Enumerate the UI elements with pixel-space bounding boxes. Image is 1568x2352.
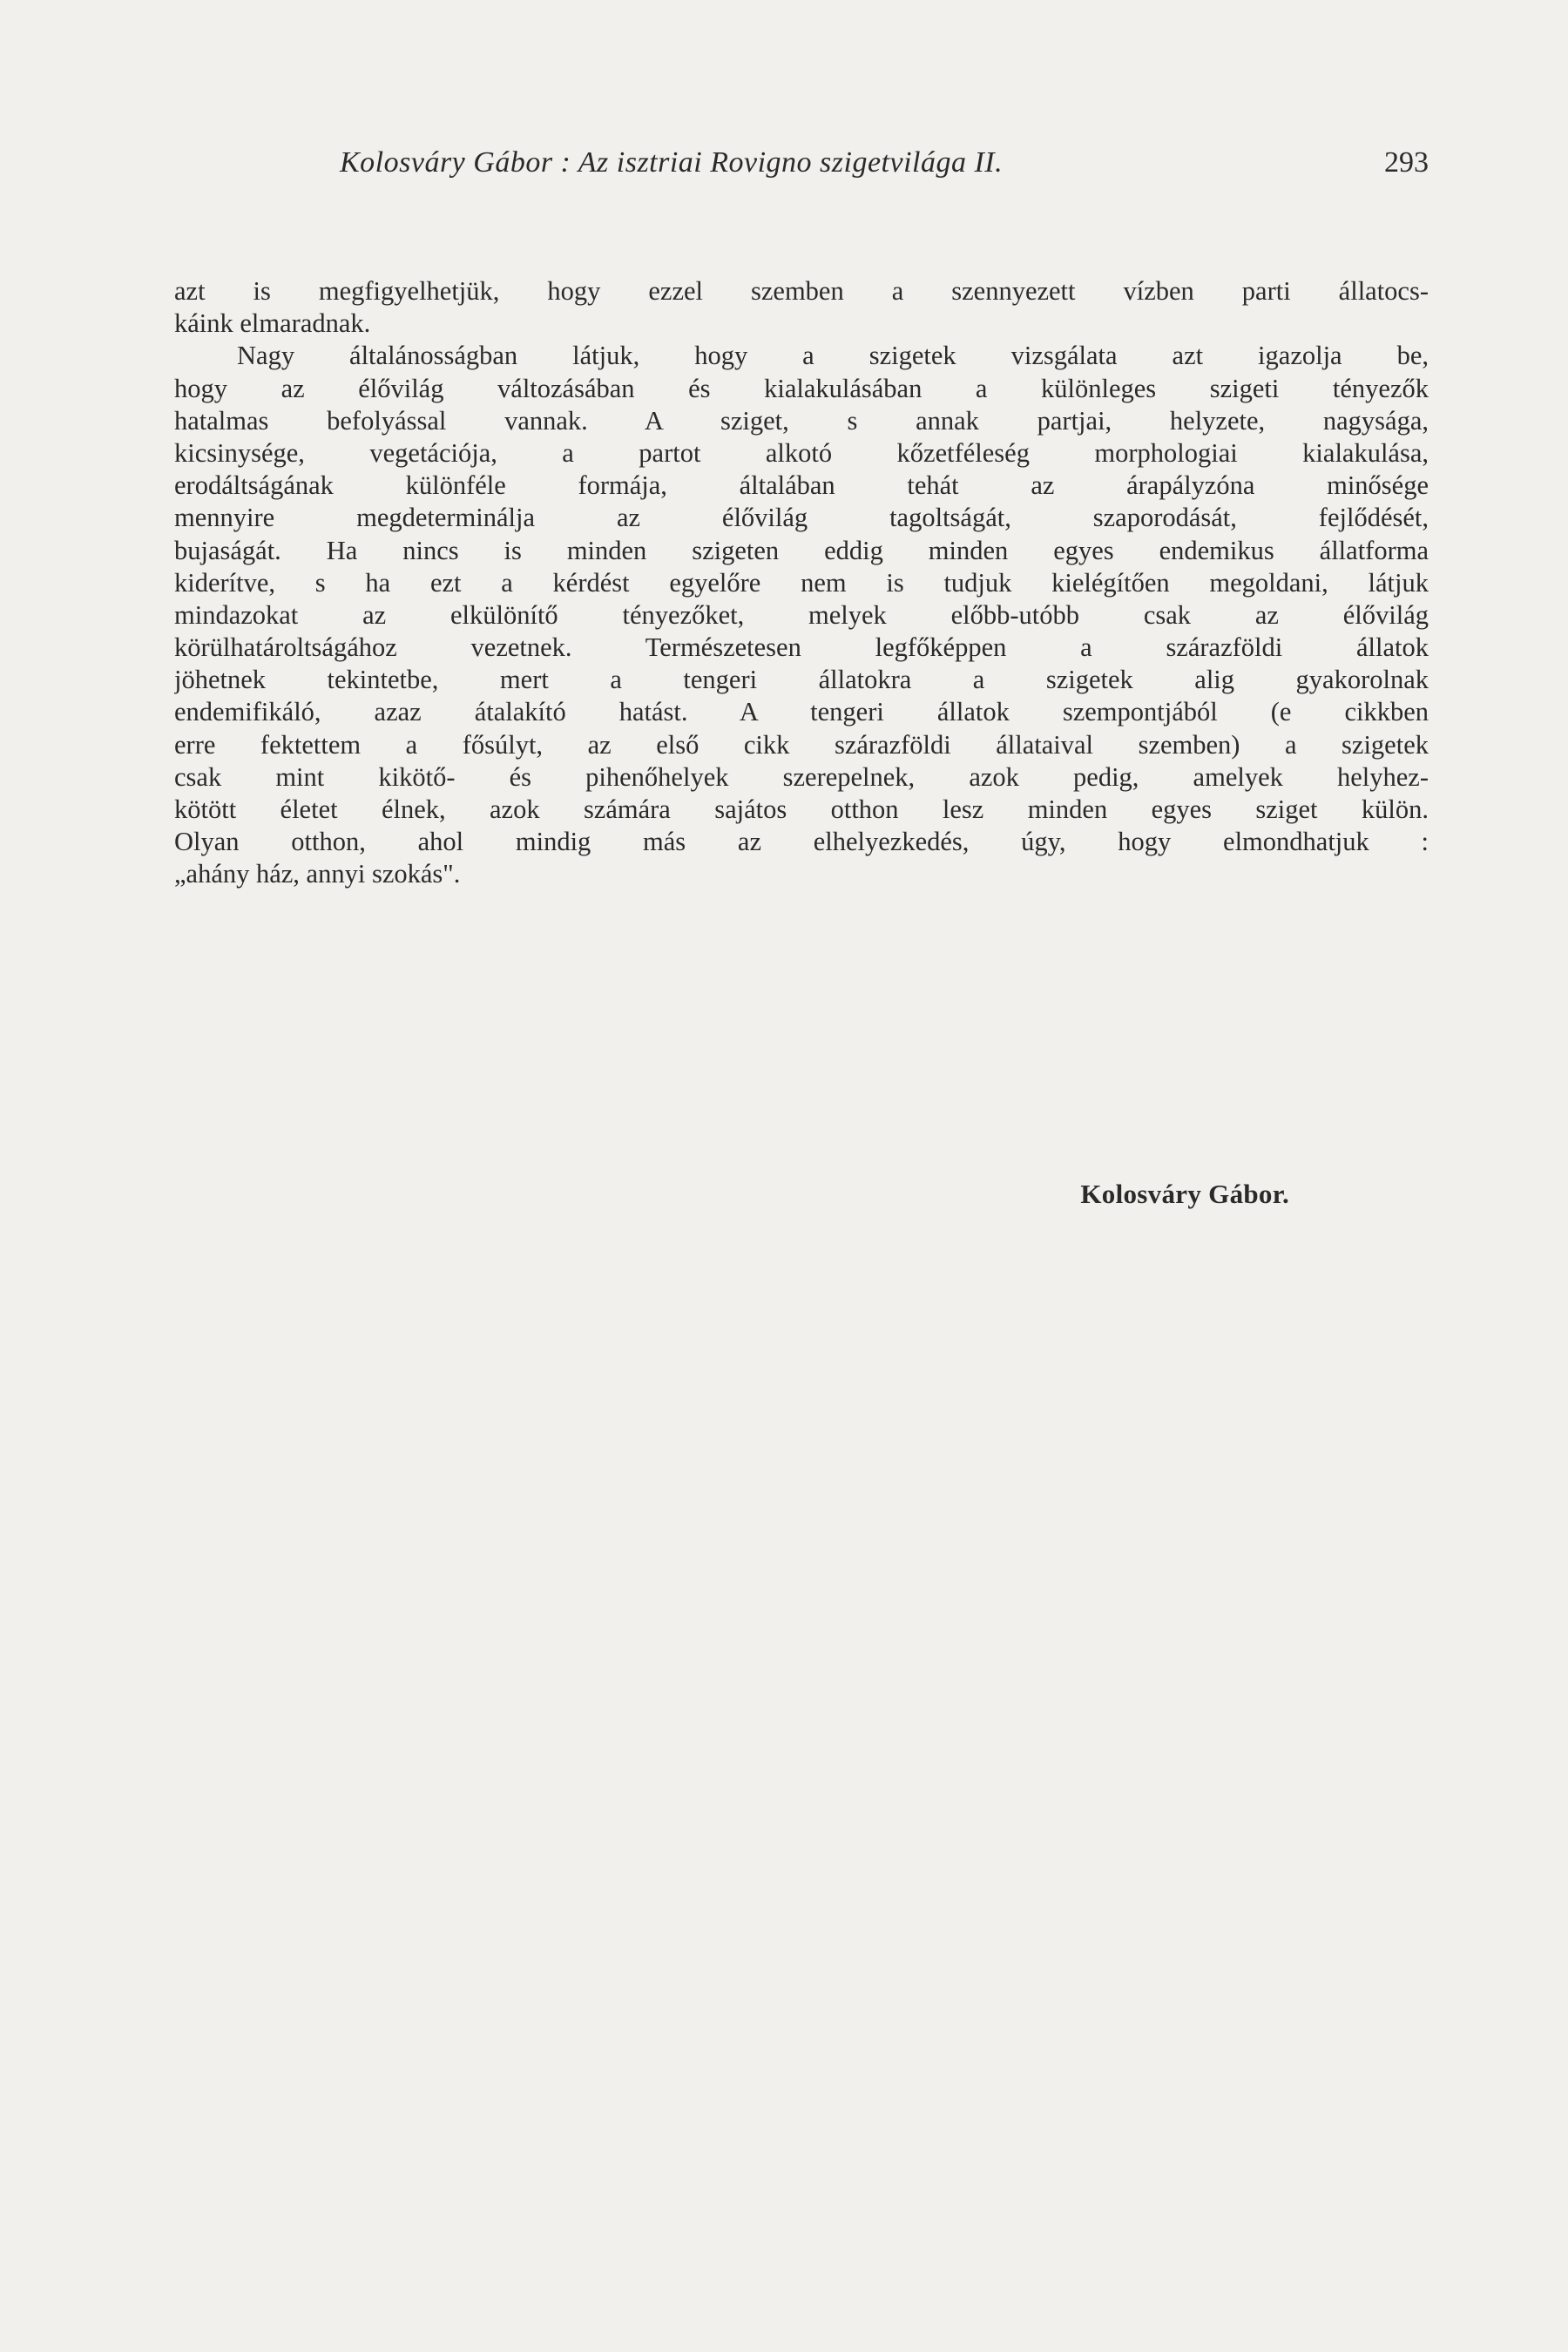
text-line: Olyan otthon, ahol mindig más az elhelyezkedés, úgy, hogy elmondhatjuk : [174,827,1429,857]
text-line: kiderítve, s ha ezt a kérdést egyelőre nem is tudjuk kielégítően megoldani, látjuk [174,567,1429,598]
text-line: kötött életet élnek, azok számára sajátos otthon lesz minden egyes sziget külön. [174,794,1429,824]
text-line: jöhetnek tekintetbe, mert a tengeri állatokra a szigetek alig gyakorolnak [174,665,1429,695]
text-line: bujaságát. Ha nincs is minden szigeten eddig minden egyes endemikus állatforma [174,535,1429,565]
author-signature: Kolosváry Gábor. [1080,1179,1289,1209]
text-line: Nagy általánosságban látjuk, hogy a szigetek vizsgálata azt igazolja be, [237,341,1429,371]
page-number: 293 [1384,146,1429,179]
text-line: mindazokat az elkülönítő tényezőket, melyek előbb-utóbb csak az élővilág [174,599,1429,630]
text-line: endemifikáló, azaz átalakító hatást. A tengeri állatok szempontjából (e cikkben [174,697,1429,727]
text-line: körülhatároltságához vezetnek. Természetesen legfőképpen a szárazföldi állatok [174,632,1429,663]
text-line: erodáltságának különféle formája, általában tehát az árapályzóna minősége [174,470,1429,501]
header-title: Kolosváry Gábor : Az isztriai Rovigno szigetvilága II. [340,146,1004,179]
text-line: kicsinysége, vegetációja, a partot alkotó kőzetféleség morphologiai kialakulása, [174,437,1429,468]
text-line: káink elmaradnak. [174,308,371,339]
text-line: hogy az élővilág változásában és kialakulásában a különleges szigeti tényezők [174,373,1429,403]
text-line: erre fektettem a fősúlyt, az első cikk szárazföldi állataival szemben) a szigetek [174,729,1429,760]
text-line: hatalmas befolyással vannak. A sziget, s annak partjai, helyzete, nagysága, [174,405,1429,436]
text-line: „ahány ház, annyi szokás". [174,859,461,889]
text-line: azt is megfigyelhetjük, hogy ezzel szemben a szennyezett vízben parti állatocs- [174,276,1429,306]
running-header [174,146,1429,190]
text-line: mennyire megdeterminálja az élővilág tagoltságát, szaporodását, fejlődését, [174,503,1429,533]
text-line: csak mint kikötő- és pihenőhelyek szerepelnek, azok pedig, amelyek helyhez- [174,761,1429,792]
body-text [174,275,1429,1209]
